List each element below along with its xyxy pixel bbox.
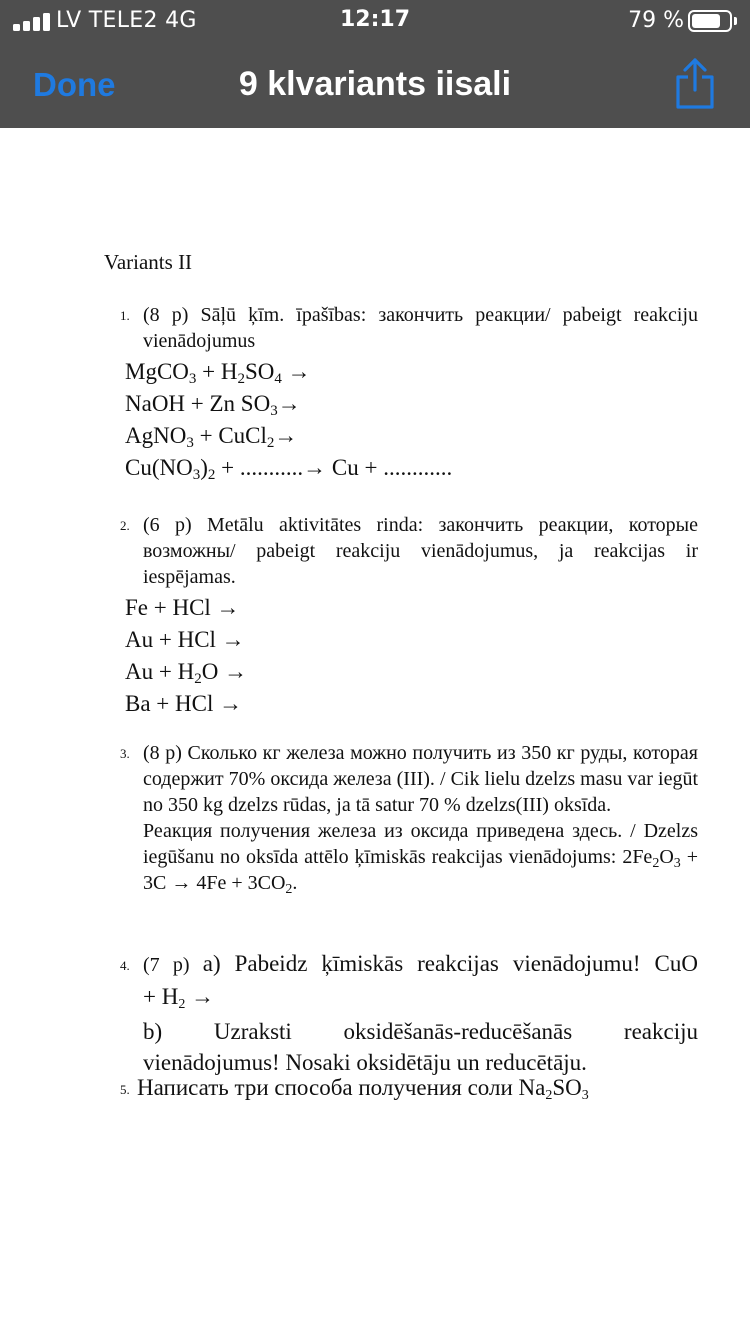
- task-2: [120, 512, 698, 720]
- equation: $Cu(NO_3)_2$ + ...........→ Cu + ............: [125, 455, 453, 483]
- task-number: 4.: [120, 958, 130, 973]
- battery-fill: [692, 14, 720, 28]
- done-button[interactable]: Done: [33, 66, 116, 103]
- equation: Au + HCl →: [125, 627, 245, 652]
- top-bar: [0, 0, 750, 128]
- task-text: (8 p) Sāļū ķīm. īpašības: закончить реакции/ pabeigt reakciju vienādojumus: [143, 304, 698, 352]
- equation: AgNO$_3$ + CuCl$_2$→: [125, 423, 298, 451]
- battery-percent: 79 %: [628, 8, 684, 33]
- pdf-page: [0, 128, 750, 1334]
- task-text: Написать три способа получения соли $Na_2SO_3$: [137, 1075, 589, 1103]
- equation: Fe + HCl →: [125, 595, 240, 620]
- task-number: 5.: [120, 1082, 130, 1097]
- equation: $Au + H_2O$ →: [125, 659, 248, 687]
- equation: Ba + HCl →: [125, 691, 243, 716]
- carrier-label: LV TELE2 4G: [56, 8, 197, 33]
- task-reaction-text: Реакция получения железа из оксида приведена здесь. / Dzelzs iegūšanu no oksīda attēlo ķīmiskās reakcijas vienādojums: $2Fe_2O_3 + 3C \to 4Fe + 3CO_2$.: [143, 820, 698, 897]
- equation: NaOH + Zn $SO_3\to$: [125, 391, 301, 419]
- task-1: [120, 302, 698, 484]
- task-number: 2.: [120, 518, 130, 533]
- document-title: 9 klvariants iisali: [238, 65, 512, 103]
- clock: 12:17: [339, 7, 411, 32]
- task-number: 1.: [120, 308, 130, 323]
- variant-title: Variants II: [104, 250, 193, 274]
- battery-icon: [688, 10, 738, 32]
- task-3: [120, 740, 698, 896]
- task-4: [120, 948, 698, 1078]
- task-text: (6 p) Metālu aktivitātes rinda: закончить реакции, которые возможны/ pabeigt reakciju vienādojumus, ja reakcijas ir iespējamas.: [143, 514, 698, 588]
- navigation-bar: [0, 42, 750, 128]
- task-5: [120, 1072, 698, 1103]
- share-icon[interactable]: [672, 56, 718, 110]
- status-bar: [0, 0, 750, 42]
- task-number: 3.: [120, 746, 130, 761]
- task-text: (7 p) a) Pabeidz ķīmiskās reakcijas vienādojumu! CuO + $H_2$ → b) Uzraksti oksidēšanās-reducēšanās reakciju vienādojumus! Nosaki oksidētāju un reducētāju.: [143, 951, 698, 1075]
- equation: MgCO$_3$ + $H_2SO_4$ →: [125, 359, 311, 387]
- task-text: (8 p) Сколько кг железа можно получить из 350 кг руды, которая содержит 70% оксида железа (III). / Cik lielu dzelzs masu var iegūt no 350 kg dzelzs rūdas, ja tā satur 70 % dzelzs(III) oksīda.: [143, 742, 698, 816]
